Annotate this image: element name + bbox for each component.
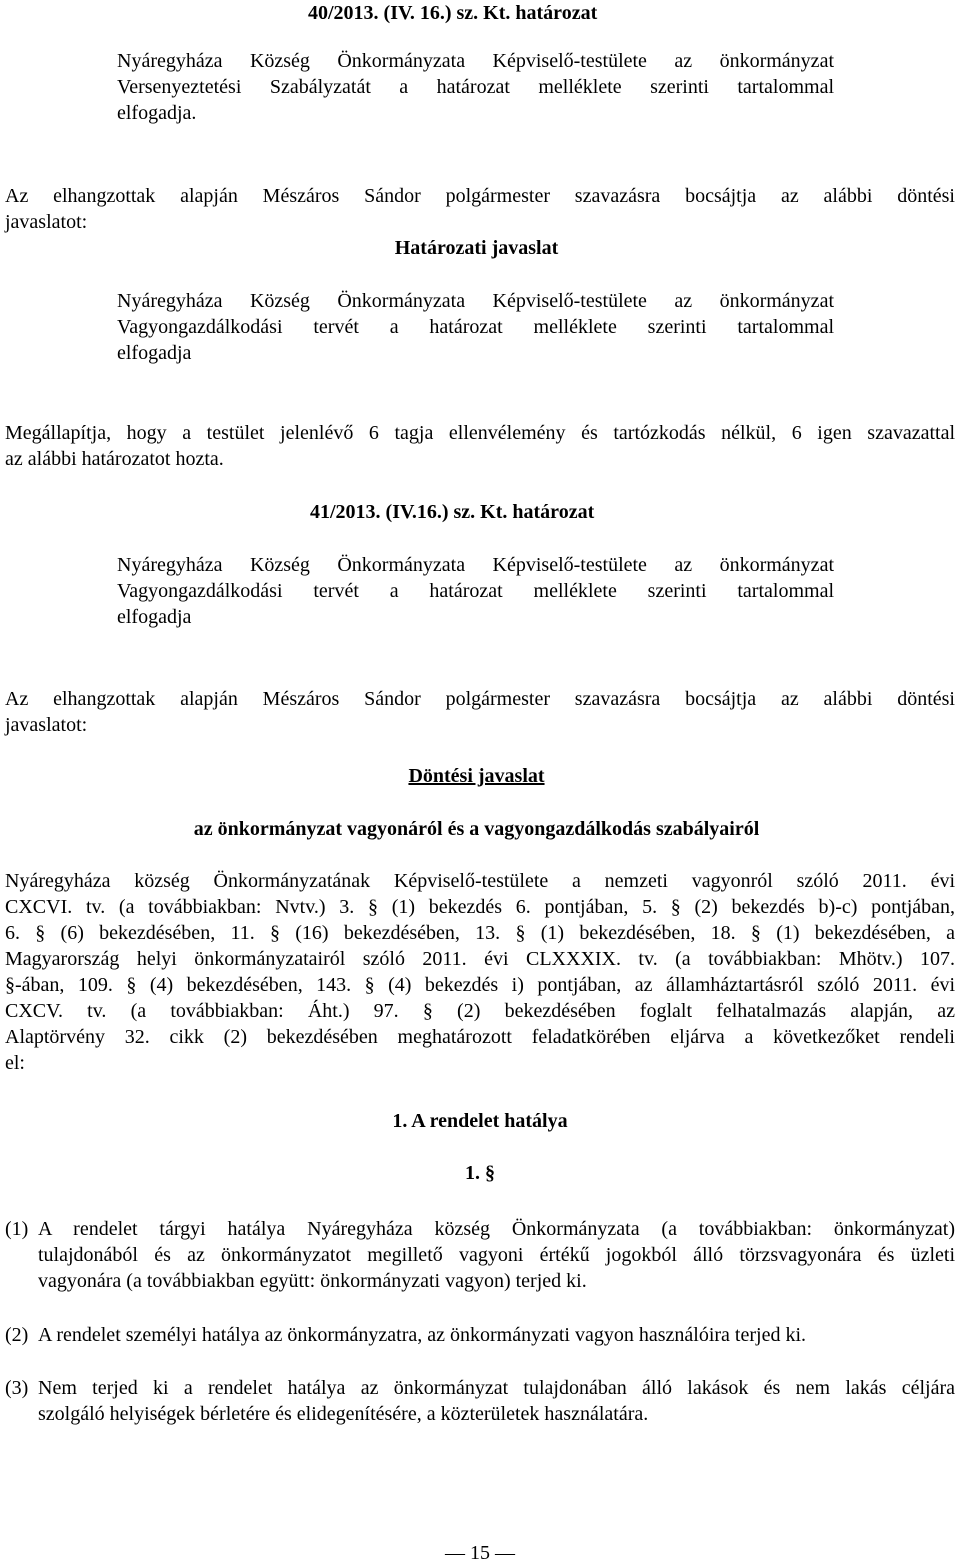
- chapter-title: 1. A rendelet hatálya: [392, 1110, 568, 1132]
- decision-title: Döntési javaslat: [408, 765, 545, 787]
- finding-line-1: Megállapítja, hogy a testület jelenlévő 6 tagja ellenvélemény és tartózkodás nélkül, 6 igen szavazattal: [5, 422, 955, 444]
- intro-1-line-1: Az elhangzottak alapján Mészáros Sándor polgármester szavazásra bocsájtja az alábbi döntési: [5, 185, 955, 207]
- intro-2-line-2: javaslatot:: [5, 714, 88, 736]
- resolution-41-title: 41/2013. (IV.16.) sz. Kt. határozat: [310, 501, 595, 523]
- paragraph-2-line-1: A rendelet személyi hatálya az önkormányzatra, az önkormányzati vagyon használóira terjed ki.: [38, 1324, 807, 1346]
- resolution-40-line-2: Versenyeztetési Szabályzatát a határozat melléklete szerinti tartalommal: [117, 76, 834, 98]
- preamble-line-1: Nyáregyháza község Önkormányzatának Képviselő-testülete a nemzeti vagyonról szóló 2011. évi: [5, 870, 955, 892]
- proposal-line-3: elfogadja: [117, 342, 192, 364]
- preamble-line-3: 6. § (6) bekezdésében, 11. § (16) bekezdésében, 13. § (1) bekezdésében, 18. § (1) bekezdésében, a: [5, 922, 955, 944]
- preamble-line-6: CXCV. tv. (a továbbiakban: Áht.) 97. § (2) bekezdésében foglalt felhatalmazás alapján, az: [5, 1000, 955, 1022]
- paragraph-3-line-1: Nem terjed ki a rendelet hatálya az önkormányzat tulajdonában álló lakások és nem lakás céljára: [38, 1377, 955, 1399]
- resolution-40-line-1: Nyáregyháza Község Önkormányzata Képviselő-testülete az önkormányzat: [117, 50, 834, 72]
- proposal-line-1: Nyáregyháza Község Önkormányzata Képviselő-testülete az önkormányzat: [117, 290, 834, 312]
- page-number: — 15 —: [445, 1542, 515, 1564]
- resolution-41-line-2: Vagyongazdálkodási tervét a határozat melléklete szerinti tartalommal: [117, 580, 834, 602]
- paragraph-3-line-2: szolgáló helyiségek bérletére és elidegenítésére, a közterületek használatára.: [38, 1403, 649, 1425]
- intro-2-line-1: Az elhangzottak alapján Mészáros Sándor polgármester szavazásra bocsájtja az alábbi döntési: [5, 688, 955, 710]
- resolution-41-line-1: Nyáregyháza Község Önkormányzata Képviselő-testülete az önkormányzat: [117, 554, 834, 576]
- resolution-41-line-3: elfogadja: [117, 606, 192, 628]
- preamble-line-2: CXCVI. tv. (a továbbiakban: Nvtv.) 3. § (1) bekezdés 6. pontjában, 5. § (2) bekezdés b)-c) pontjában,: [5, 896, 955, 918]
- intro-1-line-2: javaslatot:: [5, 211, 88, 233]
- section-title: 1. §: [465, 1162, 495, 1184]
- paragraph-2-number: (2): [5, 1324, 29, 1346]
- resolution-40-title: 40/2013. (IV. 16.) sz. Kt. határozat: [308, 2, 598, 24]
- preamble-line-8: el:: [5, 1052, 25, 1074]
- paragraph-3-number: (3): [5, 1377, 29, 1399]
- preamble-line-4: Magyarország helyi önkormányzatairól szóló 2011. évi CLXXXIX. tv. (a továbbiakban: Mhötv.) 107.: [5, 948, 955, 970]
- proposal-line-2: Vagyongazdálkodási tervét a határozat melléklete szerinti tartalommal: [117, 316, 834, 338]
- proposal-title: Határozati javaslat: [394, 237, 559, 259]
- preamble-line-5: §-ában, 109. § (4) bekezdésében, 143. § (4) bekezdés i) pontjában, az államháztartásról szóló 2011. évi: [5, 974, 955, 996]
- resolution-40-line-3: elfogadja.: [117, 102, 197, 124]
- paragraph-1-line-2: tulajdonából és az önkormányzatot megillető vagyoni értékű jogokból álló törzsvagyonára és üzleti: [38, 1244, 955, 1266]
- paragraph-1-line-1: A rendelet tárgyi hatálya Nyáregyháza község Önkormányzata (a továbbiakban: önkormányzat): [38, 1218, 955, 1240]
- finding-line-2: az alábbi határozatot hozta.: [5, 448, 224, 470]
- paragraph-1-number: (1): [5, 1218, 29, 1240]
- paragraph-1-line-3: vagyonára (a továbbiakban együtt: önkormányzati vagyon) terjed ki.: [38, 1270, 587, 1292]
- decision-subtitle: az önkormányzat vagyonáról és a vagyongazdálkodás szabályairól: [193, 818, 760, 840]
- preamble-line-7: Alaptörvény 32. cikk (2) bekezdésében meghatározott feladatkörében eljárva a következőket rendeli: [5, 1026, 955, 1048]
